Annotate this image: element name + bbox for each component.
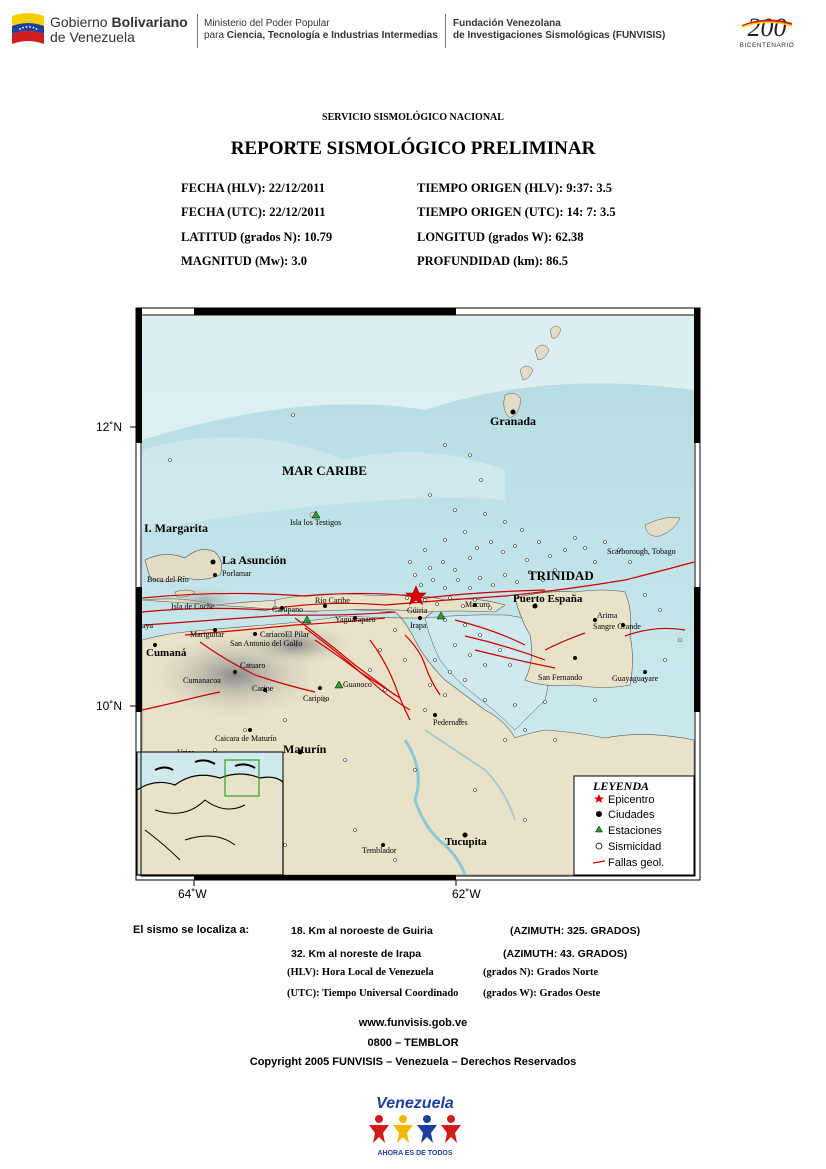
location-az2: (AZIMUTH: 43. GRADOS) — [503, 948, 628, 960]
map-label-margarita: I. Margarita — [144, 521, 208, 535]
people-figures-icon — [365, 1113, 465, 1145]
map-label-coche: Isla de Coche — [171, 602, 215, 611]
location-line2: 32. Km al noreste de Irapa — [291, 948, 422, 960]
map-label-scarborough: Scarborough, Tobago — [607, 547, 676, 556]
map-label-granada: Granada — [490, 414, 537, 428]
map-label-mariguitar: Mariguitar — [190, 630, 225, 639]
map-label-cumanacoa: Cumanacoa — [183, 676, 221, 685]
map-label-san-fernando: San Fernando — [538, 673, 583, 682]
map-label-sangre-grande: Sangre Grande — [593, 622, 641, 631]
location-line1: 18. Km al noroeste de Guiria — [291, 925, 433, 937]
map-label-macuro: Macuro — [465, 600, 490, 609]
map-label-puerto-espana: Puerto España — [513, 593, 583, 605]
legend-epicentro: Epicentro — [608, 794, 655, 806]
lat-label-12n: 12˚N — [96, 420, 123, 434]
government-name: Gobierno Bolivariano de Venezuela — [50, 14, 188, 45]
map-label-araya: aya — [142, 621, 154, 630]
legend — [574, 776, 694, 875]
legend-sismicidad: Sismicidad — [608, 841, 662, 853]
note-grados-w: (grados W): Grados Oeste — [483, 988, 601, 999]
foundation-name: Fundación Venezolana de Investigaciones Sismológicas (FUNVISIS) — [453, 18, 666, 41]
map-label-catuaro: Catuaro — [240, 661, 266, 670]
tiempo-hlv: TIEMPO ORIGEN (HLV): 9:37: 3.5 — [417, 181, 613, 195]
note-hlv: (HLV): Hora Local de Venezuela — [287, 967, 434, 978]
fecha-utc: FECHA (UTC): 22/12/2011 — [181, 205, 326, 219]
magnitud: MAGNITUD (Mw): 3.0 — [181, 254, 308, 268]
map-label-guiria: Güiria — [407, 606, 428, 615]
service-name: SERVICIO SISMOLÓGICO NACIONAL — [322, 112, 504, 123]
map-label-carupano: Carúpano — [272, 605, 304, 614]
ministry-name: Ministerio del Poder Popular para Ciencia, Tecnología e Industrias Intermedias — [204, 18, 438, 41]
map-label-guayaguayare: Guayaguayare — [612, 674, 659, 683]
legend-seismicity-icon — [596, 843, 602, 849]
map-label-san-antonio: San Antonio del Golfo — [230, 639, 303, 648]
header-divider — [445, 14, 446, 48]
venezuela-logo — [365, 1095, 465, 1157]
map-label-temblador: Temblador — [362, 846, 397, 855]
phone-number: 0800 – TEMBLOR — [367, 1037, 459, 1049]
venezuela-flag-logo — [10, 12, 46, 46]
seismic-map — [125, 300, 710, 900]
lon-label-62w: 62˚W — [452, 887, 481, 901]
latitud: LATITUD (grados N): 10.79 — [181, 230, 333, 244]
header-divider — [197, 14, 198, 48]
venezuela-logo-text: Venezuela — [376, 1095, 454, 1112]
note-grados-n: (grados N): Grados Norte — [483, 967, 599, 978]
venezuela-logo-subtitle: AHORA ES DE TODOS — [377, 1150, 453, 1157]
map-label-boca-del-rio: Boca del Río — [147, 575, 189, 584]
legend-title: LEYENDA — [593, 779, 650, 793]
map-label-caripito: Caripito — [303, 694, 330, 703]
lat-label-10n: 10˚N — [96, 699, 123, 713]
legend-estaciones: Estaciones — [608, 825, 662, 837]
map-label-cumana: Cumaná — [146, 647, 187, 659]
map-label-sea: MAR CARIBE — [282, 463, 367, 478]
legend-fallas: Fallas geol. — [608, 857, 665, 869]
website-link[interactable]: www.funvisis.gob.ve — [358, 1017, 468, 1029]
copyright: Copyright 2005 FUNVISIS – Venezuela – Derechos Reservados — [249, 1056, 577, 1068]
map-label-pedernales: Pedernales — [433, 718, 468, 727]
lon-label-64w: 64˚W — [178, 887, 207, 901]
map-label-porlamar: Porlamar — [222, 569, 252, 578]
map-label-cariaco: Cariaco — [260, 630, 285, 639]
map-label-guanoco: Guanoco — [343, 680, 372, 689]
legend-city-icon — [596, 811, 602, 817]
map-label-tucupita: Tucupita — [445, 836, 487, 848]
map-label-rio-caribe: Río Caribe — [315, 596, 350, 605]
inset-map — [137, 752, 283, 875]
profundidad: PROFUNDIDAD (km): 86.5 — [417, 254, 569, 268]
flag-swoosh-icon — [740, 18, 794, 28]
map-label-la-asuncion: La Asunción — [222, 553, 287, 567]
location-lead: El sismo se localiza a: — [133, 924, 250, 936]
location-az1: (AZIMUTH: 325. GRADOS) — [510, 925, 641, 937]
map-label-yaguaraparo: Yaguaraparo — [335, 615, 376, 624]
fecha-hlv: FECHA (HLV): 22/12/2011 — [181, 181, 325, 195]
report-title: REPORTE SISMOLÓGICO PRELIMINAR — [230, 138, 596, 159]
map-label-caripe: Caripe — [252, 684, 274, 693]
map-label-el-pilar: El Pilar — [285, 630, 310, 639]
bicentenario-text: BICENTENARIO — [739, 42, 795, 49]
bicentenario-logo — [734, 14, 800, 54]
longitud: LONGITUD (grados W): 62.38 — [417, 230, 584, 244]
map-label-trinidad: TRINIDAD — [528, 568, 594, 583]
note-utc: (UTC): Tiempo Universal Coordinado — [287, 988, 459, 999]
map-label-arima: Arima — [597, 611, 618, 620]
map-label-testigos: Isla los Testigos — [290, 518, 342, 527]
map-label-irapa: Irapa — [410, 621, 427, 630]
bicentenario-mark: 200 — [747, 13, 787, 42]
map-label-maturin: Maturín — [283, 742, 327, 756]
header — [0, 0, 826, 60]
legend-ciudades: Ciudades — [608, 809, 655, 821]
map-label-caicara: Caicara de Maturín — [215, 734, 277, 743]
tiempo-utc: TIEMPO ORIGEN (UTC): 14: 7: 3.5 — [417, 205, 616, 219]
